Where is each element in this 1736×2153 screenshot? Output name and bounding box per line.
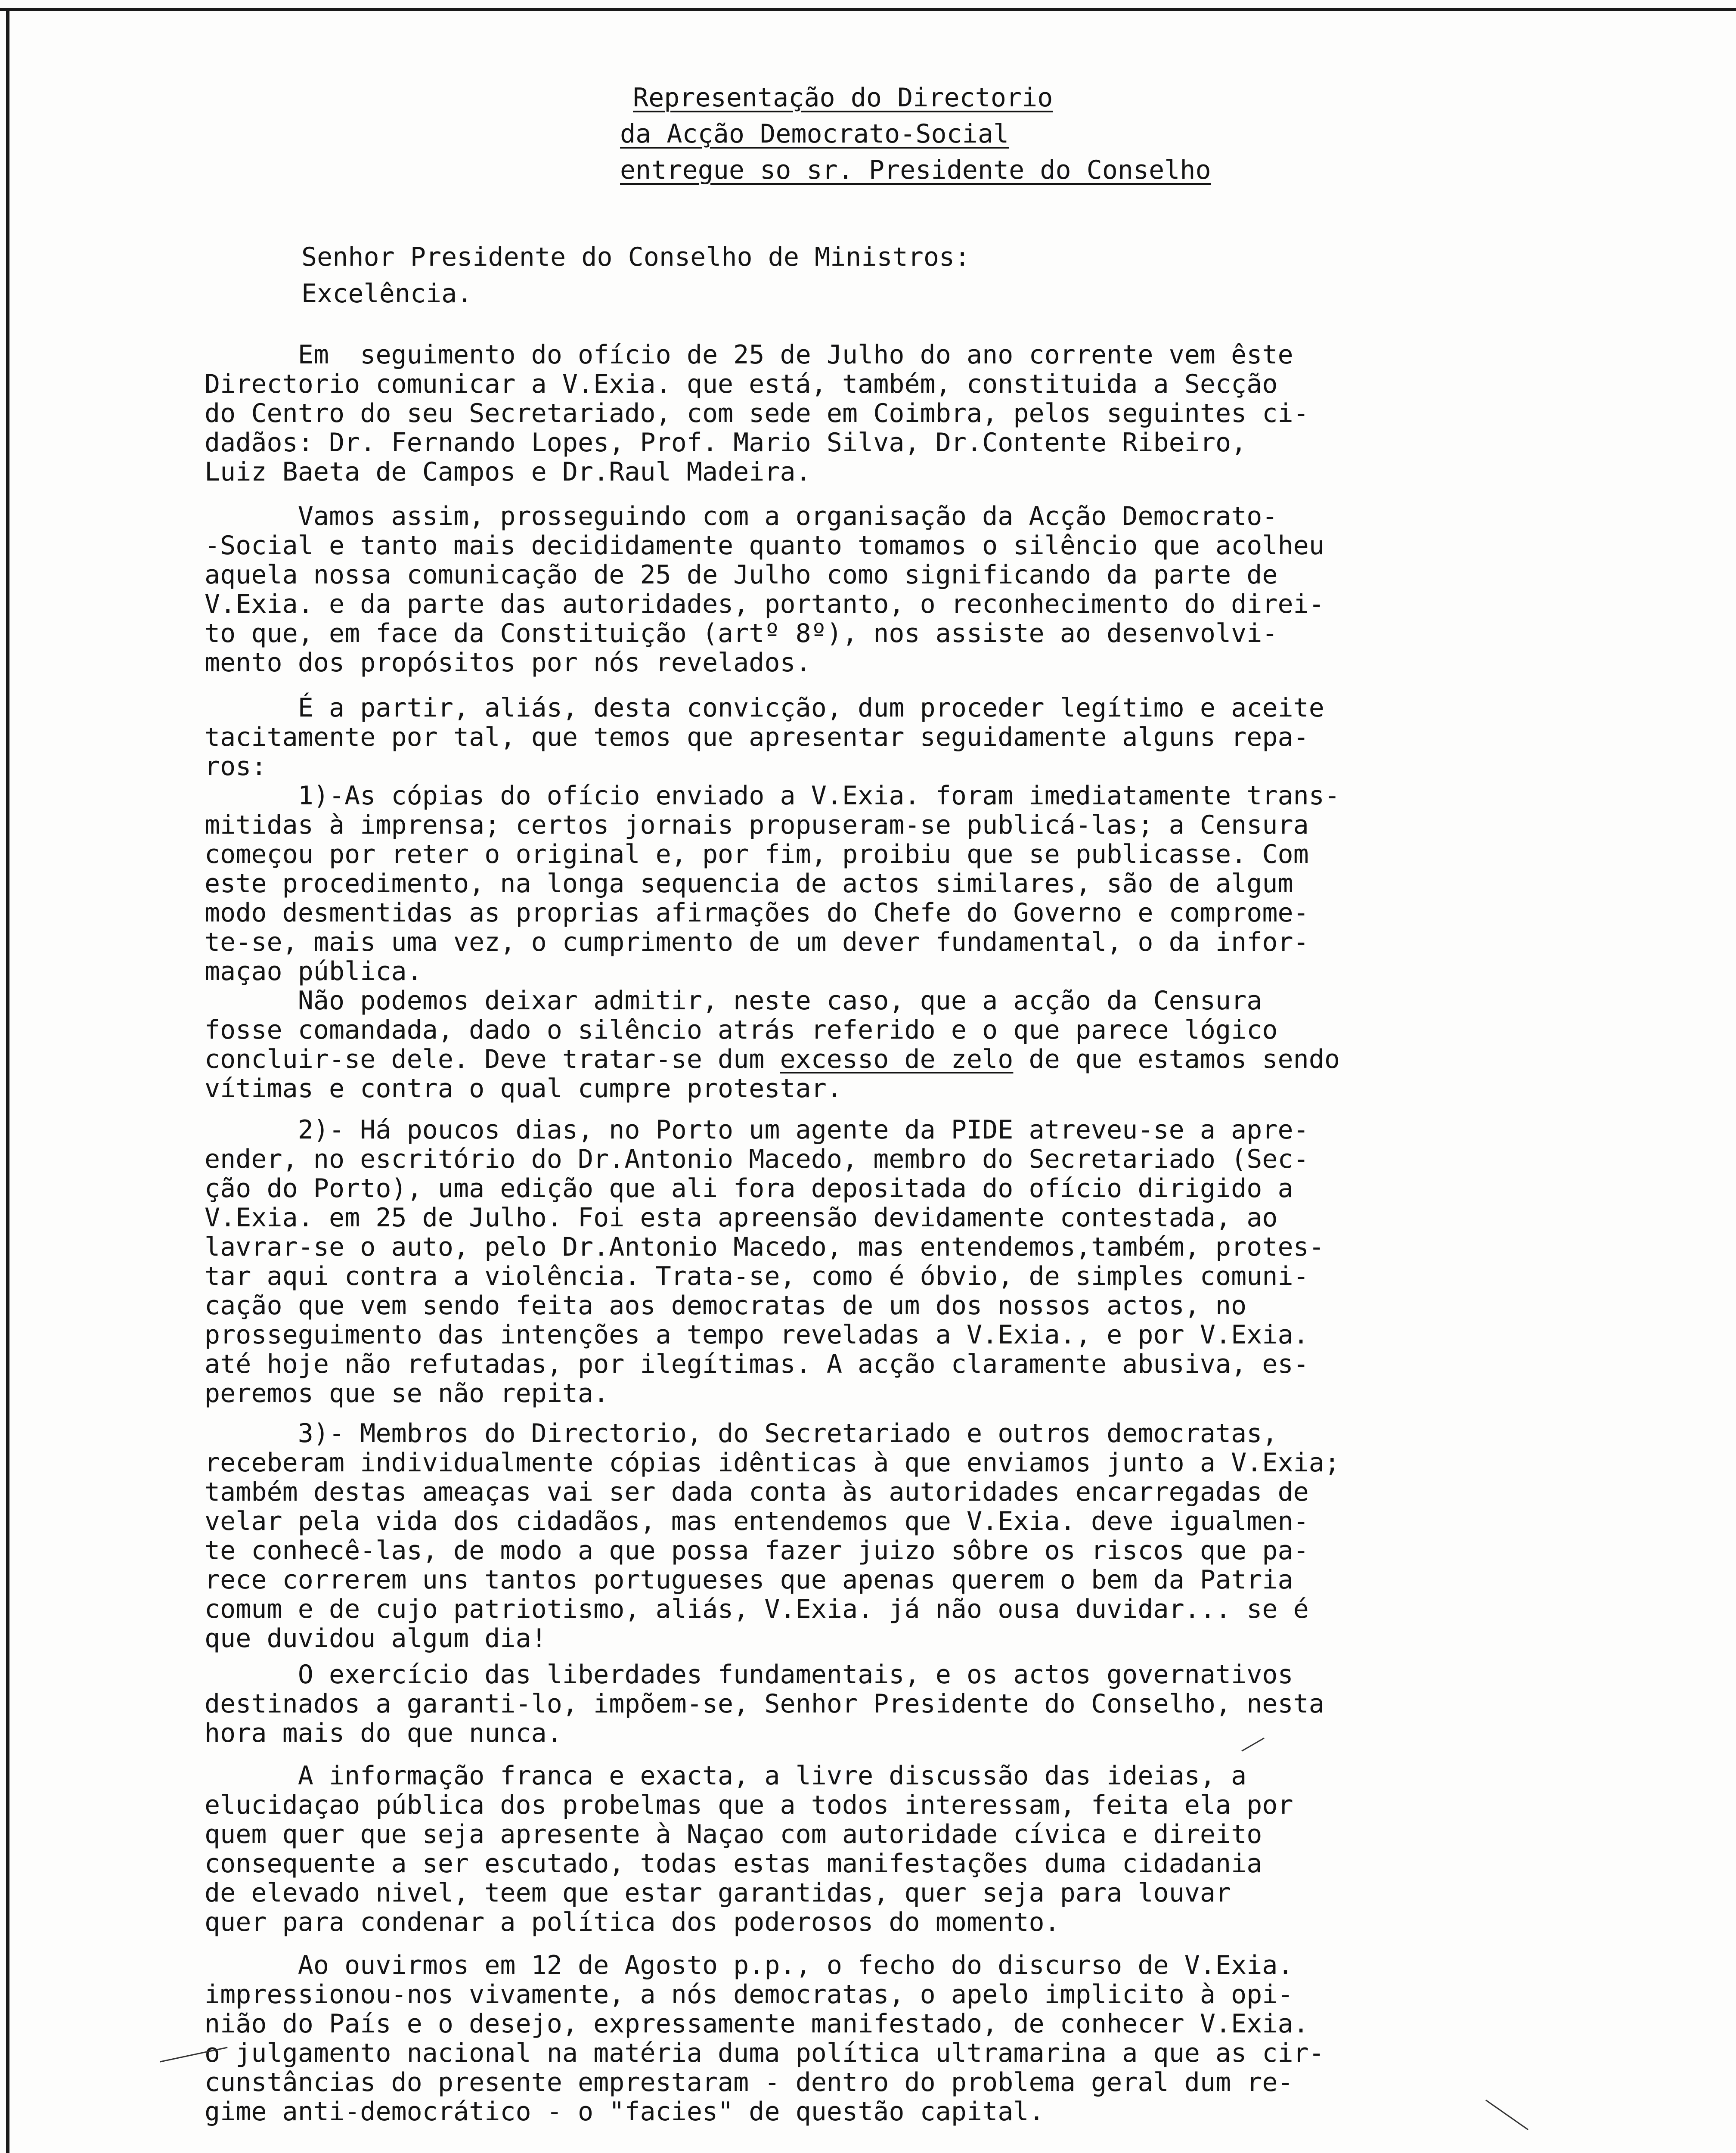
- paragraph: [205, 502, 1531, 677]
- text-line: até hoje não refutadas, por ilegítimas. A acção claramente abusiva, es-: [205, 1349, 1309, 1379]
- paragraph: [205, 1660, 1531, 1748]
- emphasis-tail: de que estamos sendo: [1013, 1044, 1340, 1074]
- text-line: elucidaçao pública dos probelmas que a todos interessam, feita ela por: [205, 1790, 1293, 1820]
- text-line: te conhecê-las, de modo a que possa fazer juizo sôbre os riscos que pa-: [205, 1536, 1309, 1566]
- text-line: aquela nossa comunicação de 25 de Julho como significando da parte de: [205, 560, 1278, 590]
- text-line: rece correrem uns tantos portugueses que apenas querem o bem da Patria: [205, 1565, 1293, 1595]
- text-line: V.Exia. em 25 de Julho. Foi esta apreensão devidamente contestada, ao: [205, 1203, 1278, 1233]
- document-header: [620, 80, 1365, 188]
- text-line: V.Exia. e da parte das autoridades, portanto, o reconhecimento do direi-: [205, 589, 1324, 619]
- scan-edge-left: [6, 8, 9, 2153]
- header-line-1: Representação do Directorio: [633, 83, 1053, 113]
- text-line: do Centro do seu Secretariado, com sede em Coimbra, pelos seguintes ci-: [205, 398, 1309, 428]
- text-line: A informação franca e exacta, a livre discussão das ideias, a: [205, 1761, 1247, 1791]
- text-line: vítimas e contra o qual cumpre protestar.: [205, 1073, 843, 1104]
- text-line: consequente a ser escutado, todas estas manifestações duma cidadania: [205, 1849, 1262, 1879]
- paragraph: [205, 1951, 1531, 2126]
- text-line: lavrar-se o auto, pelo Dr.Antonio Macedo, mas entendemos,também, protes-: [205, 1232, 1324, 1262]
- text-line: cunstâncias do presente emprestaram - dentro do problema geral dum re-: [205, 2067, 1293, 2097]
- text-line: velar pela vida dos cidadãos, mas entendemos que V.Exia. deve igualmen-: [205, 1506, 1309, 1536]
- text-line: cação que vem sendo feita aos democratas de um dos nossos actos, no: [205, 1291, 1247, 1321]
- text-line: peremos que se não repita.: [205, 1378, 609, 1408]
- text-line: -Social e tanto mais decididamente quanto tomamos o silêncio que acolheu: [205, 530, 1324, 561]
- text-line: mitidas à imprensa; certos jornais propuseram-se publicá-las; a Censura: [205, 810, 1309, 840]
- paragraph: [205, 1419, 1531, 1653]
- text-line: modo desmentidas as proprias afirmações do Chefe do Governo e comprome-: [205, 898, 1309, 928]
- paragraph: [205, 340, 1531, 487]
- text-line: Luiz Baeta de Campos e Dr.Raul Madeira.: [205, 457, 811, 487]
- text-line: to que, em face da Constituição (artº 8º), nos assiste ao desenvolvi-: [205, 618, 1278, 648]
- text-line: destinados a garanti-lo, impõem-se, Senhor Presidente do Conselho, nesta: [205, 1689, 1324, 1719]
- text-line: este procedimento, na longa sequencia de actos similares, são de algum: [205, 869, 1293, 899]
- scan-edge-top: [0, 8, 1736, 11]
- text-line: Não podemos deixar admitir, neste caso, que a acção da Censura: [205, 986, 1262, 1016]
- text-line: É a partir, aliás, desta convicção, dum proceder legítimo e aceite: [205, 693, 1324, 723]
- text-line: receberam individualmente cópias idênticas à que enviamos junto a V.Exia;: [205, 1448, 1340, 1478]
- paragraph: [205, 1115, 1531, 1408]
- text-line: tacitamente por tal, que temos que apresentar seguidamente alguns repa-: [205, 722, 1309, 752]
- text-line: ção do Porto), uma edição que ali fora depositada do ofício dirigido a: [205, 1173, 1293, 1204]
- text-line: Vamos assim, prosseguindo com a organisação da Acção Democrato-: [205, 501, 1278, 531]
- text-line: quem quer que seja apresente à Naçao com autoridade cívica e direito: [205, 1819, 1262, 1849]
- text-line: O exercício das liberdades fundamentais, e os actos governativos: [205, 1660, 1293, 1690]
- paragraph: [205, 693, 1531, 1103]
- text-line: prosseguimento das intenções a tempo reveladas a V.Exia., e por V.Exia.: [205, 1320, 1309, 1350]
- text-line: ender, no escritório do Dr.Antonio Macedo, membro do Secretariado (Sec-: [205, 1144, 1309, 1174]
- text-line: ros:: [205, 751, 267, 782]
- text-line: Directorio comunicar a V.Exia. que está, também, constituida a Secção: [205, 369, 1278, 399]
- text-line: que duvidou algum dia!: [205, 1623, 547, 1654]
- text-line: começou por reter o original e, por fim, proibiu que se publicasse. Com: [205, 839, 1309, 869]
- text-line: impressionou-nos vivamente, a nós democratas, o apelo implicito à opi-: [205, 1979, 1293, 2010]
- text-line: te-se, mais uma vez, o cumprimento de um dever fundamental, o da infor-: [205, 927, 1309, 957]
- text-line: dadãos: Dr. Fernando Lopes, Prof. Mario Silva, Dr.Contente Ribeiro,: [205, 428, 1247, 458]
- text-line: fosse comandada, dado o silêncio atrás referido e o que parece lógico: [205, 1015, 1278, 1045]
- text-line: tar aqui contra a violência. Trata-se, como é óbvio, de simples comuni-: [205, 1261, 1309, 1291]
- text-line: gime anti-democrático - o "facies" de questão capital.: [205, 2097, 1045, 2127]
- text-line: também destas ameaças vai ser dada conta às autoridades encarregadas de: [205, 1477, 1309, 1507]
- text-line: mento dos propósitos por nós revelados.: [205, 648, 811, 678]
- paragraph: [205, 1761, 1531, 1937]
- text-line: 1)-As cópias do ofício enviado a V.Exia. foram imediatamente trans-: [205, 781, 1340, 811]
- text-line: comum e de cujo patriotismo, aliás, V.Exia. já não ousa duvidar... se é: [205, 1594, 1309, 1624]
- text-line: concluir-se dele. Deve tratar-se dum excesso de zelo de que estamos sendo: [205, 1044, 1340, 1074]
- emphasis-text: excesso de zelo: [780, 1044, 1014, 1074]
- text-line: de elevado nivel, teem que estar garantidas, quer seja para louvar: [205, 1878, 1231, 1908]
- text-line: 2)- Há poucos dias, no Porto um agente da PIDE atreveu-se a apre-: [205, 1115, 1309, 1145]
- text-line: o julgamento nacional na matéria duma política ultramarina a que as cir-: [205, 2038, 1324, 2068]
- text-line: quer para condenar a política dos poderosos do momento.: [205, 1907, 1060, 1937]
- salutation: Senhor Presidente do Conselho de Ministros:: [301, 242, 970, 272]
- text-line: hora mais do que nunca.: [205, 1718, 562, 1748]
- honorific: Excelência.: [301, 279, 473, 309]
- header-line-3: entregue so sr. Presidente do Conselho: [620, 155, 1211, 185]
- header-line-2: da Acção Democrato-Social: [620, 119, 1009, 149]
- text-line: nião do País e o desejo, expressamente manifestado, de conhecer V.Exia.: [205, 2009, 1309, 2039]
- text-line: maçao pública.: [205, 956, 422, 987]
- text-line: 3)- Membros do Directorio, do Secretariado e outros democratas,: [205, 1418, 1278, 1449]
- text-line: Em seguimento do ofício de 25 de Julho do ano corrente vem êste: [205, 340, 1293, 370]
- text-line: Ao ouvirmos em 12 de Agosto p.p., o fecho do discurso de V.Exia.: [205, 1950, 1293, 1980]
